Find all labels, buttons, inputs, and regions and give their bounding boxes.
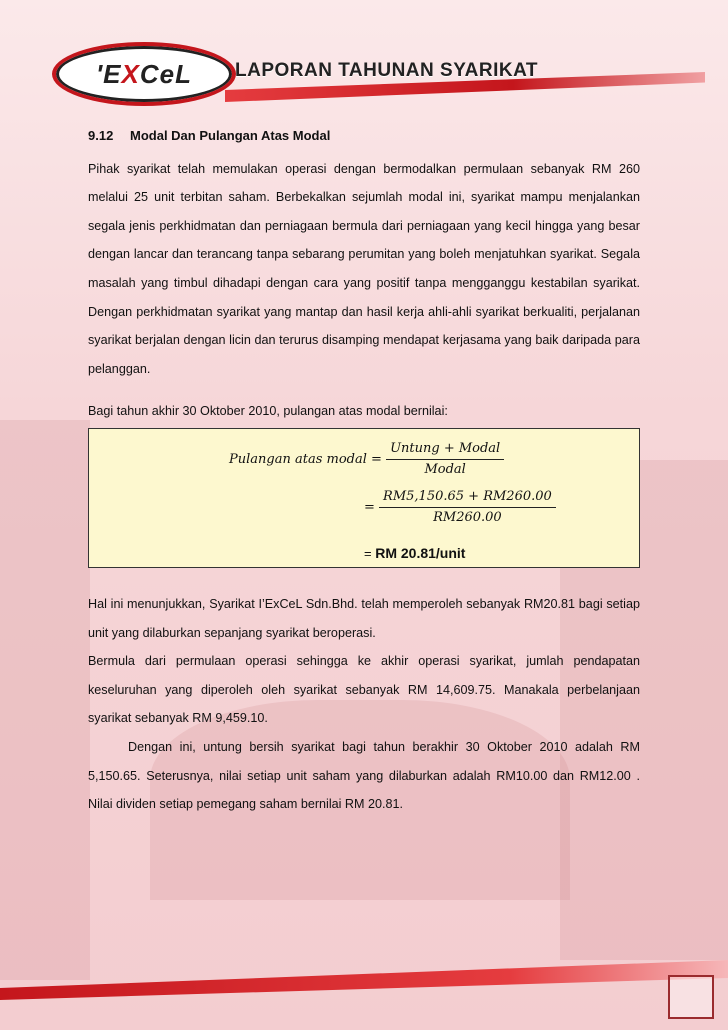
conclusion-paragraph-2: Bermula dari permulaan operasi sehingga ke akhir operasi syarikat, jumlah pendapatan keseluruhan yang diperoleh oleh syarikat sebanyak RM 14,609.75. Manakala perbelanjaan syarikat sebanyak RM 9,459.10. [88, 654, 640, 726]
logo-text-x: X [121, 58, 140, 89]
conclusion-paragraph-3: Dengan ini, untung bersih syarikat bagi tahun berakhir 30 Oktober 2010 adalah RM 5,150.65. Seterusnya, nilai setiap unit saham yang dilaburkan adalah RM10.00 dan RM12.00 . Nilai dividen setiap pemegang saham bernilai RM 20.81. [88, 739, 640, 812]
formula-row-2 [364, 487, 556, 528]
result-equals: = [364, 545, 372, 561]
formula-denominator-2: RM260.00 [433, 509, 502, 525]
result-value: RM 20.81/unit [375, 544, 466, 561]
section-title: Modal Dan Pulangan Atas Modal [130, 128, 331, 143]
header [0, 28, 728, 88]
page-content [88, 122, 640, 819]
report-title: LAPORAN TAHUNAN SYARIKAT [235, 60, 538, 81]
intro-paragraph: Pihak syarikat telah memulakan operasi dengan bermodalkan permulaan sebanyak RM 260 melalui 25 unit terbitan saham. Berbekalkan sejumlah modal ini, syarikat mampu menjalankan segala jenis perkhidmatan dan perniagaan bermula dari perniagaan yang kecil hingga yang besar dengan lancar dan terancang tanpa sebarang perumitan yang boleh menjatuhkan syarikat. Segala masalah yang timbul dihadapi dengan cara yang positif tanpa mengganggu kestabilan syarikat. Dengan perkhidmatan syarikat yang mantap dan hasil kerja ahli-ahli syarikat berkualiti, perjalanan syarikat berjalan dengan licin dan terurus disamping mendapat kerjasama yang baik daripada para pelanggan. [88, 161, 640, 376]
formula-box [88, 428, 640, 568]
company-logo [52, 42, 236, 106]
formula-equals: = [364, 499, 375, 515]
formula-row-1 [229, 439, 504, 480]
formula-result [364, 539, 465, 569]
conclusion-paragraph-1: Hal ini menunjukkan, Syarikat I’ExCeL Sdn.Bhd. telah memperoleh sebanyak RM20.81 bagi setiap unit yang dilaburkan sepanjang syarikat beroperasi. [88, 596, 640, 640]
formula-lhs: Pulangan atas modal = [229, 451, 382, 467]
section-heading [88, 122, 640, 151]
background-building-left [0, 420, 90, 980]
logo-text-pre: 'E [96, 58, 122, 89]
formula-fraction-2 [379, 487, 556, 528]
formula-lead-paragraph: Bagi tahun akhir 30 Oktober 2010, pulangan atas modal bernilai: [88, 404, 448, 419]
formula-numerator-1: Untung + Modal [386, 439, 504, 460]
logo-text-post: CeL [139, 58, 192, 89]
section-number: 9.12 [88, 128, 114, 143]
formula-denominator-1: Modal [424, 461, 466, 477]
formula-fraction-1 [386, 439, 504, 480]
logo-wordmark [56, 46, 232, 102]
formula-numerator-2: RM5,150.65 + RM260.00 [379, 487, 556, 508]
page-corner-box [668, 975, 714, 1019]
